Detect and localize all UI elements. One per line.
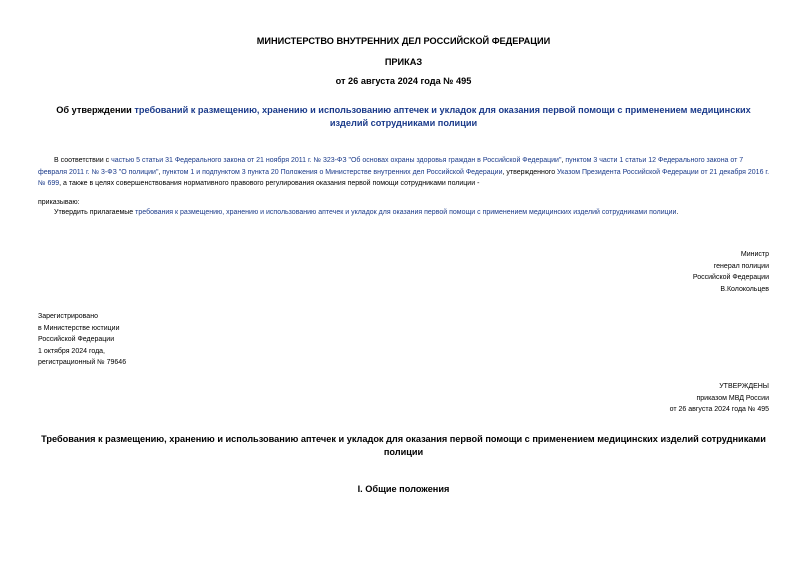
section-1-title: I. Общие положения [357, 484, 450, 494]
title-prefix: Об утверждении [56, 105, 135, 115]
registration-line: Российской Федерации [38, 336, 115, 343]
preamble-text-4: , утвержденного [502, 168, 558, 176]
law-3-fz-link[interactable]: пунктом 3 части 1 статьи 12 Федерального закона от 7 февраля 2011 г. № 3-ФЗ "О полиции" [38, 157, 744, 176]
preamble-text-1: В соответствии с [54, 157, 112, 164]
approved-line: приказом МВД России [696, 394, 769, 402]
preamble-paragraph [38, 155, 770, 190]
registration-line: регистрационный № 79646 [38, 359, 127, 366]
ministry-heading: МИНИСТЕРСТВО ВНУТРЕННИХ ДЕЛ РОССИЙСКОЙ ФЕДЕРАЦИИ [256, 36, 551, 46]
preamble-text-2: , [561, 157, 566, 164]
registration-line: 1 октября 2024 года, [38, 347, 106, 355]
doc-date-number: от 26 августа 2024 года № 495 [335, 76, 472, 86]
title-link[interactable]: требований к размещению, хранению и использованию аптечек и укладок для оказания первой помощи с применением медицинских изделий сотрудниками полиции [134, 105, 751, 128]
signature-block [560, 249, 769, 295]
registration-line: Зарегистрировано [38, 313, 98, 320]
prikazyvayu-label: приказываю: [38, 199, 80, 206]
signature-rank: генерал полиции [713, 262, 769, 270]
preamble-text-3: , [158, 168, 163, 176]
law-323-link[interactable]: частью 5 статьи 31 Федерального закона от 21 ноября 2011 г. № 323-ФЗ "Об основах охраны здоровья граждан в Российской Федерации" [111, 157, 562, 164]
requirements-link[interactable]: требования к размещению, хранению и использованию аптечек и укладок для оказания первой помощи с применением медицинских изделий сотрудниками полиции [135, 209, 677, 216]
approve-paragraph [54, 207, 774, 219]
approved-line: УТВЕРЖДЕНЫ [719, 383, 769, 390]
signature-country: Российской Федерации [692, 274, 769, 281]
preamble-text-5: , а также в целях совершенствования нормативного правового регулирования оказания первой помощи сотрудниками полиции - [59, 180, 480, 187]
registration-block [38, 311, 338, 369]
approve-suffix: . [676, 209, 679, 216]
doc-type-heading: ПРИКАЗ [384, 57, 423, 67]
document-title [40, 104, 767, 130]
approve-prefix: Утвердить прилагаемые [54, 209, 136, 216]
approved-line: от 26 августа 2024 года № 495 [669, 406, 769, 413]
signature-position: Министр [740, 251, 769, 258]
registration-line: в Министерстве юстиции [38, 324, 120, 332]
signature-name: В.Колокольцев [720, 285, 769, 293]
approved-block [560, 381, 769, 416]
requirements-title: Требования к размещению, хранению и использованию аптечек и укладок для оказания первой помощи с применением медицинских изделий сотрудниками полиции [41, 434, 766, 457]
presidential-decree-link[interactable]: Указом Президента Российской Федерации от 21 декабря 2016 г. № 699 [38, 168, 770, 187]
mvd-regulation-link[interactable]: пунктом 1 и подпунктом 3 пункта 20 Положения о Министерстве внутренних дел Российской Федерации [162, 168, 503, 176]
